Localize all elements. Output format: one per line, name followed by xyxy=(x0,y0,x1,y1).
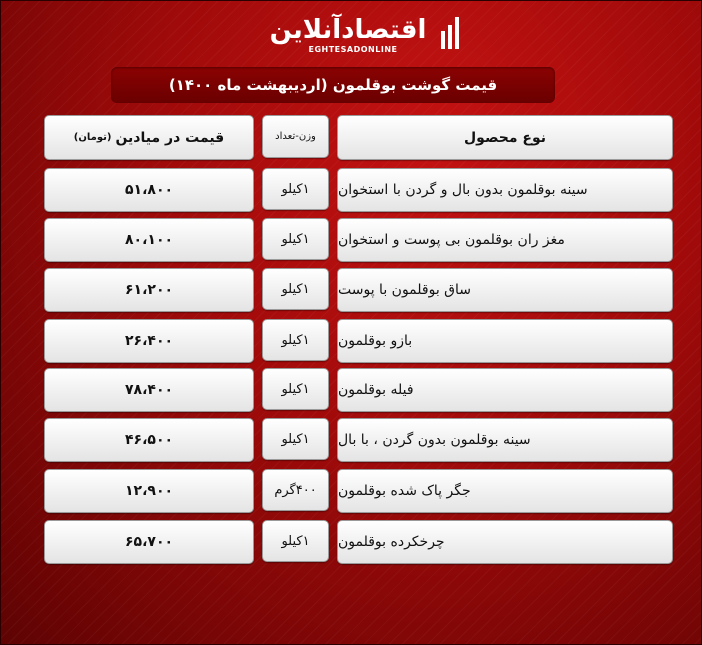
price-cell: ۸۰،۱۰۰ xyxy=(44,218,254,262)
header-price-unit: (تومان) xyxy=(73,132,112,143)
page-title: قیمت گوشت بوقلمون (اردیبهشت ماه ۱۴۰۰) xyxy=(111,67,555,103)
logo-text-fa: اقتصادآنلاین xyxy=(269,15,427,45)
price-cell: ۶۱،۲۰۰ xyxy=(44,268,254,312)
eghtesadonline-logo xyxy=(237,11,469,57)
price-cell: ۶۵،۷۰۰ xyxy=(44,520,254,564)
logo-text-latin: EGHTESADONLINE xyxy=(308,45,398,54)
price-cell: ۴۶،۵۰۰ xyxy=(44,418,254,462)
product-name-cell: مغز ران بوقلمون بی پوست و استخوان xyxy=(337,218,673,262)
price-cell: ۵۱،۸۰۰ xyxy=(44,168,254,212)
unit-cell: ۱کیلو xyxy=(262,268,329,310)
product-name-cell: سینه بوقلمون بدون بال و گردن با استخوان xyxy=(337,168,673,212)
unit-cell: ۱کیلو xyxy=(262,218,329,260)
price-cell: ۱۲،۹۰۰ xyxy=(44,469,254,513)
product-name-cell: فیله بوقلمون xyxy=(337,368,673,412)
product-name-cell: ساق بوقلمون با پوست xyxy=(337,268,673,312)
header-price-label: قیمت در میادین xyxy=(115,129,225,146)
price-cell: ۷۸،۴۰۰ xyxy=(44,368,254,412)
unit-cell: ۱کیلو xyxy=(262,418,329,460)
product-name-cell: بازو بوقلمون xyxy=(337,319,673,363)
price-cell: ۲۶،۴۰۰ xyxy=(44,319,254,363)
product-name-cell: چرخکرده بوقلمون xyxy=(337,520,673,564)
unit-cell: ۱کیلو xyxy=(262,368,329,410)
unit-cell: ۴۰۰گرم xyxy=(262,469,329,511)
unit-cell: ۱کیلو xyxy=(262,319,329,361)
header-price xyxy=(44,115,254,160)
unit-cell: ۱کیلو xyxy=(262,520,329,562)
header-unit: وزن-تعداد xyxy=(262,115,329,158)
header-product: نوع محصول xyxy=(337,115,673,160)
product-name-cell: جگر پاک شده بوقلمون xyxy=(337,469,673,513)
unit-cell: ۱کیلو xyxy=(262,168,329,210)
product-name-cell: سینه بوقلمون بدون گردن ، با بال xyxy=(337,418,673,462)
